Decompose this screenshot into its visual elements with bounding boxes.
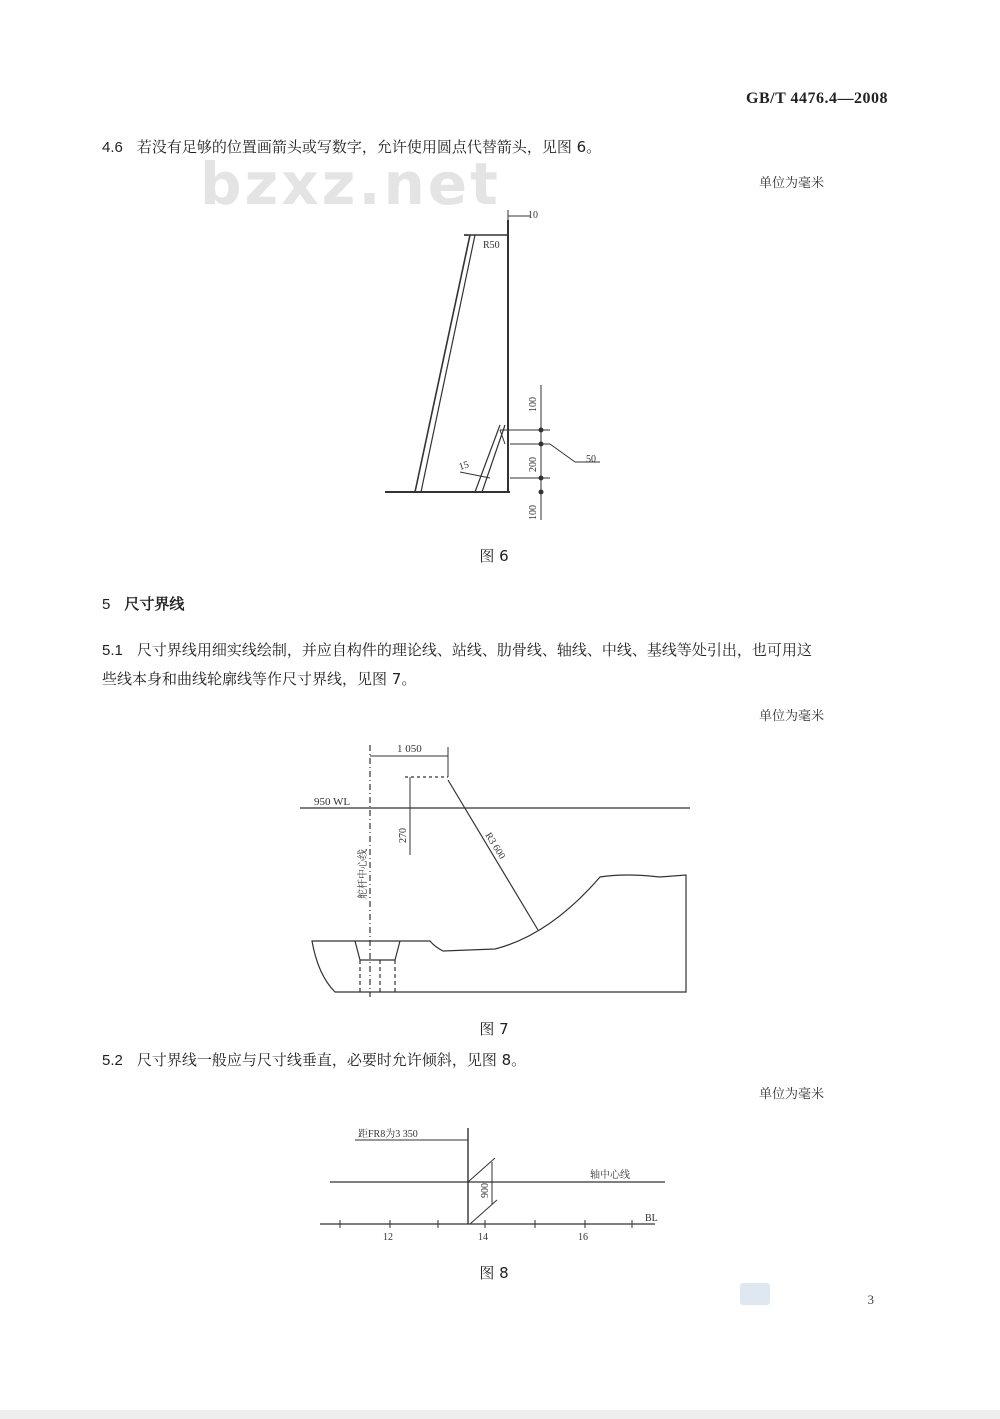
- fig7-label-1050: 1 050: [397, 743, 422, 755]
- clause-number: 4.6: [102, 139, 123, 156]
- figure-8-caption: 图 8: [479, 1264, 509, 1282]
- section-number: 5: [102, 596, 111, 613]
- figure-8-drawing: [320, 1120, 665, 1245]
- clause-text: 尺寸界线一般应与尺寸线垂直，必要时允许倾斜，见图 8。: [136, 1051, 527, 1069]
- unit-note: 单位为毫米: [758, 176, 824, 191]
- section-5-heading: [102, 593, 184, 614]
- clause-number: 5.1: [102, 642, 123, 659]
- fig8-tick-12: 12: [383, 1232, 393, 1243]
- fig8-tick-14: 14: [478, 1232, 488, 1243]
- fig8-label-distance: 距FR8为3 350: [358, 1129, 418, 1140]
- page-number: 3: [867, 1292, 874, 1307]
- fig7-label-950wl: 950 WL: [314, 796, 351, 808]
- clause-5-1: [102, 636, 892, 694]
- unit-note: 单位为毫米: [758, 1087, 824, 1102]
- fig7-label-centerline: 舵杆中心线: [358, 849, 369, 899]
- fig6-label-100a: 100: [528, 397, 539, 412]
- page-bottom-edge: [0, 1410, 1000, 1419]
- figure-6-drawing: [360, 200, 630, 535]
- fig8-tick-16: 16: [578, 1232, 588, 1243]
- figure-7-drawing: [300, 735, 695, 1003]
- fig6-label-50: 50: [586, 454, 596, 465]
- clause-text: 若没有足够的位置画箭头或写数字，允许使用圆点代替箭头，见图 6。: [136, 138, 602, 156]
- fig8-label-axis: 轴中心线: [590, 1170, 630, 1181]
- section-title: 尺寸界线: [124, 595, 185, 613]
- unit-note: 单位为毫米: [758, 709, 824, 724]
- stamp-logo: [740, 1283, 770, 1305]
- fig6-label-r50: R50: [483, 240, 500, 251]
- fig6-label-10: 10: [528, 210, 538, 221]
- fig6-label-200: 200: [528, 457, 539, 472]
- figure-7-caption: 图 7: [479, 1020, 509, 1038]
- figure-6-caption: 图 6: [479, 547, 509, 565]
- fig7-label-r3600: R3 600: [482, 830, 508, 862]
- clause-number: 5.2: [102, 1052, 123, 1069]
- standard-code: GB/T 4476.4—2008: [746, 90, 888, 107]
- fig8-label-900: 900: [480, 1183, 491, 1198]
- watermark: bzxz.net: [200, 150, 501, 218]
- fig7-label-270: 270: [398, 828, 409, 843]
- clause-5-1-line-1: [102, 636, 892, 665]
- clause-text-line-1: 尺寸界线用细实线绘制，并应自构件的理论线、站线、肋骨线、轴线、中线、基线等处引出，也可用这: [136, 641, 812, 659]
- clause-5-2: [102, 1046, 526, 1075]
- clause-5-1-line-2: 些线本身和曲线轮廓线等作尺寸界线，见图 7。: [102, 670, 417, 688]
- clause-4-6: [102, 133, 601, 162]
- fig6-label-100b: 100: [528, 505, 539, 520]
- fig8-label-bl: BL: [645, 1213, 658, 1224]
- fig6-label-15: 15: [457, 459, 471, 473]
